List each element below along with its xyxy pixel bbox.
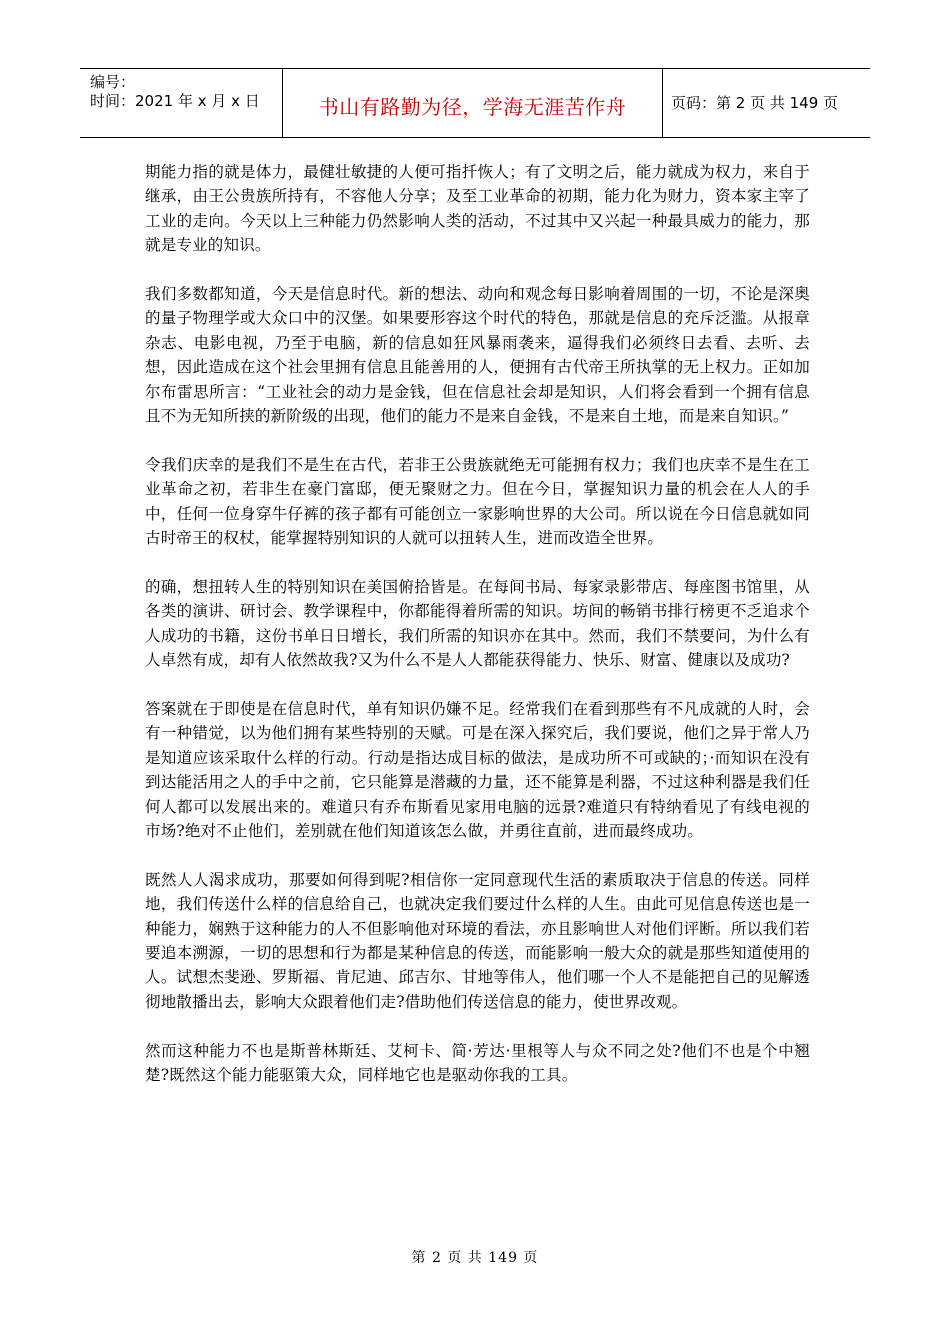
body-paragraph: 答案就在于即使是在信息时代，单有知识仍嫌不足。经常我们在看到那些有不凡成就的人时，会有一种错觉，以为他们拥有某些特别的天赋。可是在深入探究后，我们要说，他们之异于常人乃是知道应该采取什么样的行动。行动是指达成目标的做法，是成功所不可或缺的；·而知识在没有到达能活用之人的手中之前，它只能算是潜藏的力量，还不能算是利器，不过这种利器是我们任何人都可以发展出来的。难道只有乔布斯看见家用电脑的远景?难道只有特纳看见了有线电视的市场?绝对不止他们，差别就在他们知道该怎么做，并勇往直前，进而最终成功。 bbox=[145, 699, 810, 840]
document-body bbox=[145, 160, 810, 1112]
body-paragraph: 期能力指的就是体力，最健壮敏捷的人便可指扦恢人；有了文明之后，能力就成为权力，来自于继承，由王公贵族所持有，不容他人分享；及至工业革命的初期，能力化为财力，资本家主宰了工业的走向。今天以上三种能力仍然影响人类的活动，不过其中又兴起一种最具威力的能力，那就是专业的知识。 bbox=[145, 163, 810, 255]
body-paragraph: 我们多数都知道，今天是信息时代。新的想法、动向和观念每日影响着周围的一切，不论是深奥的量子物理学或大众口中的汉堡。如果要形容这个时代的特色，那就是信息的充斥泛滥。从报章杂志、电影电视，乃至于电脑，新的信息如狂风暴雨袭来，逼得我们必须终日去看、去听、去想，因此造成在这个社会里拥有信息且能善用的人，便拥有古代帝王所执掌的无上权力。正如加尔布雷思所言：“工业社会的动力是金钱，但在信息社会却是知识，人们将会看到一个拥有信息且不为无知所挟的新阶级的出现，他们的能力不是来自金钱，不是来自土地，而是来自知识。” bbox=[145, 285, 810, 426]
header-page-cell bbox=[663, 69, 870, 137]
header-page-number: 页码：第 2 页 共 149 页 bbox=[671, 94, 839, 112]
body-paragraph: 的确，想扭转人生的特别知识在美国俯拾皆是。在每间书局、每家录影带店、每座图书馆里，从各类的演讲、研讨会、教学课程中，你都能得着所需的知识。坊间的畅销书排行榜更不乏追求个人成功的书籍，这份书单日日增长，我们所需的知识亦在其中。然而，我们不禁要问，为什么有人卓然有成，却有人依然故我?又为什么不是人人都能获得能力、快乐、财富、健康以及成功? bbox=[145, 577, 810, 670]
header-info-cell bbox=[80, 69, 283, 137]
body-paragraph: 令我们庆幸的是我们不是生在古代，若非王公贵族就绝无可能拥有权力；我们也庆幸不是生在工业革命之初，若非生在豪门富邸，便无聚财之力。但在今日，掌握知识力量的机会在人人的手中，任何一位身穿牛仔裤的孩子都有可能创立一家影响世界的大公司。所以说在今日信息就如同古时帝王的权杖，能掌握特别知识的人就可以扭转人生，进而改造全世界。 bbox=[145, 455, 810, 548]
body-paragraph: 既然人人渴求成功，那要如何得到呢?相信你一定同意现代生活的素质取决于信息的传送。同样地，我们传送什么样的信息给自己，也就决定我们要过什么样的人生。由此可见信息传送也是一种能力，娴熟于这种能力的人不但影响他对环境的看法，亦且影响世人对他们评断。所以我们若要追本溯源，一切的思想和行为都是某种信息的传送，而能影响一般大众的就是那些知道使用的人。试想杰斐逊、罗斯福、肯尼迪、邱吉尔、甘地等伟人，他们哪一个人不是能把自己的见解透彻地散播出去，影响大众跟着他们走?借助他们传送信息的能力，使世界改观。 bbox=[145, 870, 810, 1011]
document-number-label: 编号： bbox=[90, 73, 136, 91]
header-table bbox=[80, 68, 870, 138]
document-date-label: 时间：2021 年 x 月 x 日 bbox=[90, 92, 260, 110]
header-motto: 书山有路勤为径，学海无涯苦作舟 bbox=[318, 95, 627, 119]
footer-page-number: 第 2 页 共 149 页 bbox=[411, 1250, 539, 1266]
body-paragraph: 然而这种能力不也是斯普林斯廷、艾柯卡、简·芳达·里根等人与众不同之处?他们不也是个中翘楚?既然这个能力能驱策大众，同样地它也是驱动你我的工具。 bbox=[145, 1041, 810, 1084]
header-motto-cell bbox=[283, 69, 663, 137]
